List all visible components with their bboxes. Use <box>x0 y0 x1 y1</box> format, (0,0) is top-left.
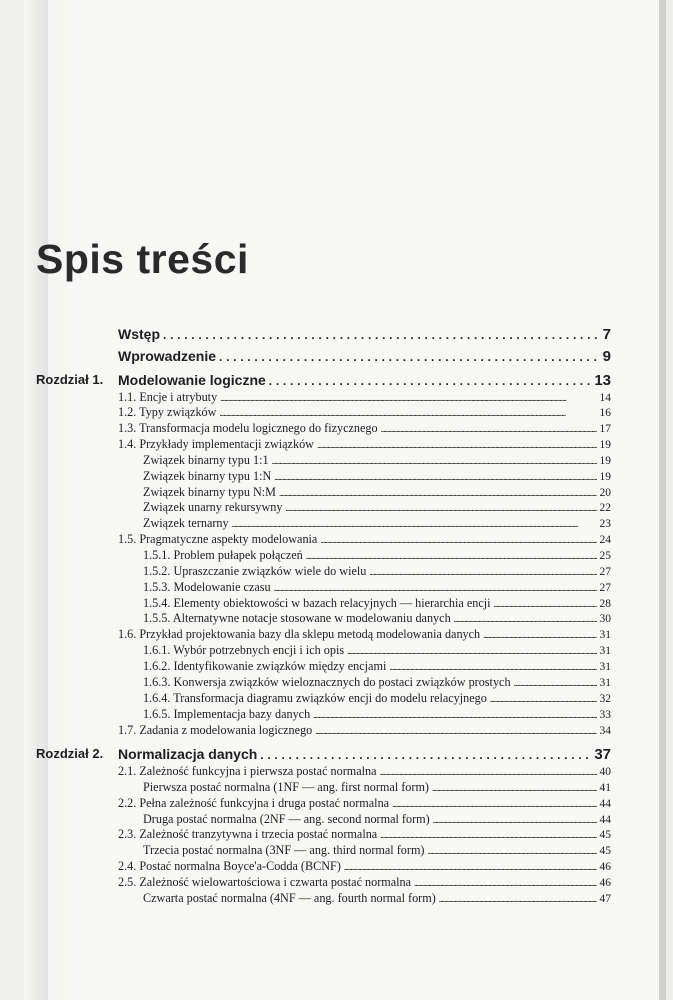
toc-title <box>143 611 451 626</box>
entry-title: Związek binarny typu 1:1 <box>143 453 269 467</box>
section-number: 1.5.4. <box>143 596 171 610</box>
toc-line <box>118 405 611 420</box>
section-number: 1.6.5. <box>143 707 171 721</box>
toc-line <box>118 348 611 365</box>
leader-dots <box>317 437 597 452</box>
toc-chapter-entry <box>0 348 673 368</box>
page-number: 27 <box>599 582 611 594</box>
toc-line <box>143 707 611 722</box>
leader-dots <box>344 859 597 874</box>
page-number: 45 <box>599 829 611 841</box>
leader-dots <box>427 843 596 858</box>
toc-title <box>118 875 411 890</box>
toc-title <box>143 691 487 706</box>
section-number: 2.3. <box>118 827 137 841</box>
page-number: 17 <box>599 423 611 435</box>
toc-title <box>118 723 312 738</box>
section-number: 2.4. <box>118 859 137 873</box>
toc-title <box>118 627 480 642</box>
leader-dots <box>414 875 596 890</box>
entry-title: Związek binarny typu 1:N <box>143 469 272 483</box>
leader-dots <box>380 764 597 779</box>
toc-section-entry <box>0 596 673 612</box>
toc-chapter-entry <box>0 372 673 392</box>
page-number: 47 <box>599 893 611 905</box>
entry-title: Druga postać normalna (2NF — ang. second normal form) <box>143 812 430 826</box>
leader-dots <box>279 485 596 500</box>
section-number: 1.6.4. <box>143 691 171 705</box>
page-number: 14 <box>599 392 611 404</box>
section-number: 1.6.1. <box>143 643 171 657</box>
entry-title: Zależność wielowartościowa i czwarta postać normalna <box>139 875 412 889</box>
toc-section-entry <box>0 390 673 406</box>
toc-section-entry <box>0 421 673 437</box>
toc-section-entry <box>0 691 673 707</box>
toc-title <box>143 707 310 722</box>
entry-title: Wybór potrzebnych encji i ich opis <box>173 643 345 657</box>
toc-line <box>143 469 611 484</box>
toc-section-entry <box>0 516 673 532</box>
toc-title <box>118 746 257 762</box>
toc-section-entry <box>0 827 673 843</box>
page-number: 24 <box>599 534 611 546</box>
entry-title: Implementacja bazy danych <box>173 707 311 721</box>
entry-title: Postać normalna Boyce'a-Codda (BCNF) <box>139 859 341 873</box>
toc-section-entry <box>0 564 673 580</box>
toc-line <box>143 675 611 690</box>
leader-dots <box>274 580 597 595</box>
leader-dots <box>285 500 596 515</box>
leader-dots <box>306 548 597 563</box>
toc-title <box>143 843 424 858</box>
toc-title <box>118 796 389 811</box>
page-number: 31 <box>599 645 611 657</box>
toc-line <box>143 500 611 515</box>
toc-line <box>118 421 611 436</box>
entry-title: Transformacja modelu logicznego do fizycznego <box>139 421 378 435</box>
leader-dots <box>432 780 597 795</box>
toc-section-entry <box>0 548 673 564</box>
toc-section-entry <box>0 485 673 501</box>
page-number: 41 <box>599 782 611 794</box>
page-number: 22 <box>599 502 611 514</box>
leader-dots <box>494 596 597 611</box>
toc-section-entry <box>0 532 673 548</box>
toc-section-entry <box>0 796 673 812</box>
section-number: 1.6. <box>118 627 137 641</box>
toc-line <box>118 827 611 842</box>
toc-line <box>118 859 611 874</box>
page-number: 31 <box>599 629 611 641</box>
toc-title <box>118 532 317 547</box>
page-number: 19 <box>599 455 611 467</box>
leader-dots <box>483 627 596 642</box>
toc-line <box>118 764 611 779</box>
toc-line <box>143 891 611 906</box>
toc-section-entry <box>0 580 673 596</box>
leader-dots <box>232 516 597 531</box>
leader-dots <box>490 691 597 706</box>
toc-line <box>143 580 611 595</box>
leader-dots <box>389 659 596 674</box>
page-number: 30 <box>599 613 611 625</box>
entry-title: Modelowanie czasu <box>173 580 271 594</box>
toc-chapter-entry <box>0 746 673 766</box>
entry-title: Związek unarny rekursywny <box>143 500 283 514</box>
toc-title <box>143 643 344 658</box>
entry-title: Konwersja związków wieloznacznych do postaci związków prostych <box>173 675 511 689</box>
page-number: 44 <box>599 798 611 810</box>
toc-chapter-entry <box>0 326 673 346</box>
toc-title <box>143 564 366 579</box>
page-number: 16 <box>599 407 611 419</box>
toc-section-entry <box>0 891 673 907</box>
entry-title: Związek ternarny <box>143 516 229 530</box>
toc-line <box>118 796 611 811</box>
section-number: 1.3. <box>118 421 137 435</box>
entry-title: Przykład projektowania bazy dla sklepu metodą modelowania danych <box>139 627 481 641</box>
toc-line <box>118 437 611 452</box>
entry-title: Czwarta postać normalna (4NF — ang. fourth normal form) <box>143 891 436 905</box>
leader-dots <box>163 326 600 342</box>
toc-line <box>118 372 611 389</box>
toc-title <box>118 764 377 779</box>
toc-title <box>143 548 303 563</box>
leader-dots <box>315 723 596 738</box>
entry-title: Identyfikowanie związków między encjami <box>173 659 387 673</box>
page-number: 31 <box>599 661 611 673</box>
entry-title: Wprowadzenie <box>118 348 217 364</box>
toc-title <box>143 891 436 906</box>
section-number: 1.5.5. <box>143 611 171 625</box>
page-number: 19 <box>599 471 611 483</box>
toc-line <box>143 812 611 827</box>
page-number: 20 <box>599 487 611 499</box>
toc-line <box>143 611 611 626</box>
entry-title: Związek binarny typu N:M <box>143 485 277 499</box>
page-number: 33 <box>599 709 611 721</box>
section-number: 1.1. <box>118 390 137 404</box>
entry-title: Pełna zależność funkcyjna i druga postać normalna <box>139 796 390 810</box>
toc-title <box>118 859 341 874</box>
toc-title <box>143 453 269 468</box>
toc-line <box>143 691 611 706</box>
chapter-label: Rozdział 1. <box>36 372 104 387</box>
entry-title: Normalizacja danych <box>118 746 258 762</box>
toc-section-entry <box>0 764 673 780</box>
page-number: 31 <box>599 677 611 689</box>
page-number: 34 <box>599 725 611 737</box>
toc-section-entry <box>0 875 673 891</box>
toc-section-entry <box>0 780 673 796</box>
toc-line <box>143 659 611 674</box>
toc-section-entry <box>0 675 673 691</box>
entry-title: Zależność tranzytywna i trzecia postać normalna <box>139 827 378 841</box>
toc-title <box>118 390 217 405</box>
leader-dots <box>439 891 597 906</box>
toc-title <box>118 326 160 342</box>
toc-line <box>118 627 611 642</box>
toc-line <box>143 564 611 579</box>
page-number: 46 <box>599 861 611 873</box>
toc-title <box>143 516 229 531</box>
section-number: 1.5.2. <box>143 564 171 578</box>
toc-line <box>143 843 611 858</box>
toc-line <box>143 780 611 795</box>
leader-dots <box>260 746 591 762</box>
section-number: 1.2. <box>118 405 137 419</box>
toc-title <box>118 437 314 452</box>
entry-title: Przykłady implementacji związków <box>139 437 314 451</box>
toc-line <box>118 746 611 763</box>
leader-dots <box>220 390 596 405</box>
section-number: 2.2. <box>118 796 137 810</box>
page-number: 13 <box>594 372 611 389</box>
toc-section-entry <box>0 627 673 643</box>
entry-title: Upraszczanie związków wiele do wielu <box>173 564 367 578</box>
toc-section-entry <box>0 707 673 723</box>
leader-dots <box>514 675 597 690</box>
leader-dots <box>380 827 596 842</box>
toc-section-entry <box>0 843 673 859</box>
section-number: 2.1. <box>118 764 137 778</box>
toc-section-entry <box>0 723 673 739</box>
page-number: 19 <box>599 439 611 451</box>
page-number: 23 <box>599 518 611 530</box>
toc-title <box>143 812 430 827</box>
toc-title <box>118 421 378 436</box>
entry-title: Alternatywne notacje stosowane w modelowaniu danych <box>172 611 451 625</box>
section-number: 2.5. <box>118 875 137 889</box>
leader-dots <box>313 707 596 722</box>
toc-line <box>118 390 611 405</box>
entry-title: Trzecia postać normalna (3NF — ang. third normal form) <box>143 843 425 857</box>
page-number: 27 <box>599 566 611 578</box>
section-number: 1.7. <box>118 723 137 737</box>
toc-title <box>118 348 216 364</box>
toc-title <box>118 405 216 420</box>
section-number: 1.5. <box>118 532 137 546</box>
toc-section-entry <box>0 643 673 659</box>
entry-title: Pragmatyczne aspekty modelowania <box>139 532 318 546</box>
toc-title <box>143 596 491 611</box>
leader-dots <box>369 564 596 579</box>
page-number: 9 <box>602 348 611 365</box>
toc-title <box>118 372 266 388</box>
toc-section-entry <box>0 611 673 627</box>
toc-section-entry <box>0 469 673 485</box>
chapter-label: Rozdział 2. <box>36 746 104 761</box>
entry-title: Typy związków <box>139 405 217 419</box>
leader-dots <box>347 643 596 658</box>
entry-title: Elementy obiektowości w bazach relacyjnych — hierarchia encji <box>173 596 491 610</box>
entry-title: Problem pułapek połączeń <box>173 548 303 562</box>
toc-title <box>118 827 377 842</box>
toc-title <box>143 500 282 515</box>
toc-line <box>118 532 611 547</box>
toc-section-entry <box>0 812 673 828</box>
leader-dots <box>381 421 597 436</box>
entry-title: Zależność funkcyjna i pierwsza postać normalna <box>139 764 377 778</box>
page-number: 37 <box>594 746 611 763</box>
page-number: 25 <box>599 550 611 562</box>
page-number: 46 <box>599 877 611 889</box>
leader-dots <box>274 469 596 484</box>
entry-title: Zadania z modelowania logicznego <box>139 723 313 737</box>
toc-section-entry <box>0 500 673 516</box>
toc-title <box>143 675 511 690</box>
section-number: 1.6.2. <box>143 659 171 673</box>
toc-title <box>143 469 271 484</box>
entry-title: Transformacja diagramu związków encji do modelu relacyjnego <box>173 691 487 705</box>
leader-dots <box>272 453 597 468</box>
toc-line <box>143 643 611 658</box>
toc-line <box>143 548 611 563</box>
leader-dots <box>392 796 596 811</box>
page-number: 45 <box>599 845 611 857</box>
toc-title <box>143 659 386 674</box>
entry-title: Wstęp <box>118 326 160 342</box>
entry-title: Encje i atrybuty <box>139 390 218 404</box>
toc-section-entry <box>0 659 673 675</box>
toc-section-entry <box>0 859 673 875</box>
page-number: 44 <box>599 814 611 826</box>
toc-line <box>118 326 611 343</box>
leader-dots <box>219 348 600 364</box>
toc-section-entry <box>0 437 673 453</box>
toc-title <box>143 485 276 500</box>
toc-line <box>143 516 611 531</box>
leader-dots <box>269 372 592 388</box>
leader-dots <box>433 812 597 827</box>
leader-dots <box>454 611 597 626</box>
section-number: 1.4. <box>118 437 137 451</box>
toc-line <box>118 723 611 738</box>
entry-title: Modelowanie logiczne <box>118 372 266 388</box>
toc-line <box>143 453 611 468</box>
page-number: 7 <box>602 326 611 343</box>
toc-line <box>143 596 611 611</box>
page-heading: Spis treści <box>36 236 249 282</box>
toc-section-entry <box>0 453 673 469</box>
leader-dots <box>320 532 596 547</box>
toc-line <box>118 875 611 890</box>
leader-dots <box>219 405 596 420</box>
toc-title <box>143 580 271 595</box>
page-number: 28 <box>599 598 611 610</box>
page-number: 40 <box>599 766 611 778</box>
section-number: 1.5.1. <box>143 548 171 562</box>
section-number: 1.6.3. <box>143 675 171 689</box>
section-number: 1.5.3. <box>143 580 171 594</box>
entry-title: Pierwsza postać normalna (1NF — ang. first normal form) <box>143 780 429 794</box>
page-number: 32 <box>599 693 611 705</box>
toc-title <box>143 780 429 795</box>
toc-section-entry <box>0 405 673 421</box>
toc-line <box>143 485 611 500</box>
